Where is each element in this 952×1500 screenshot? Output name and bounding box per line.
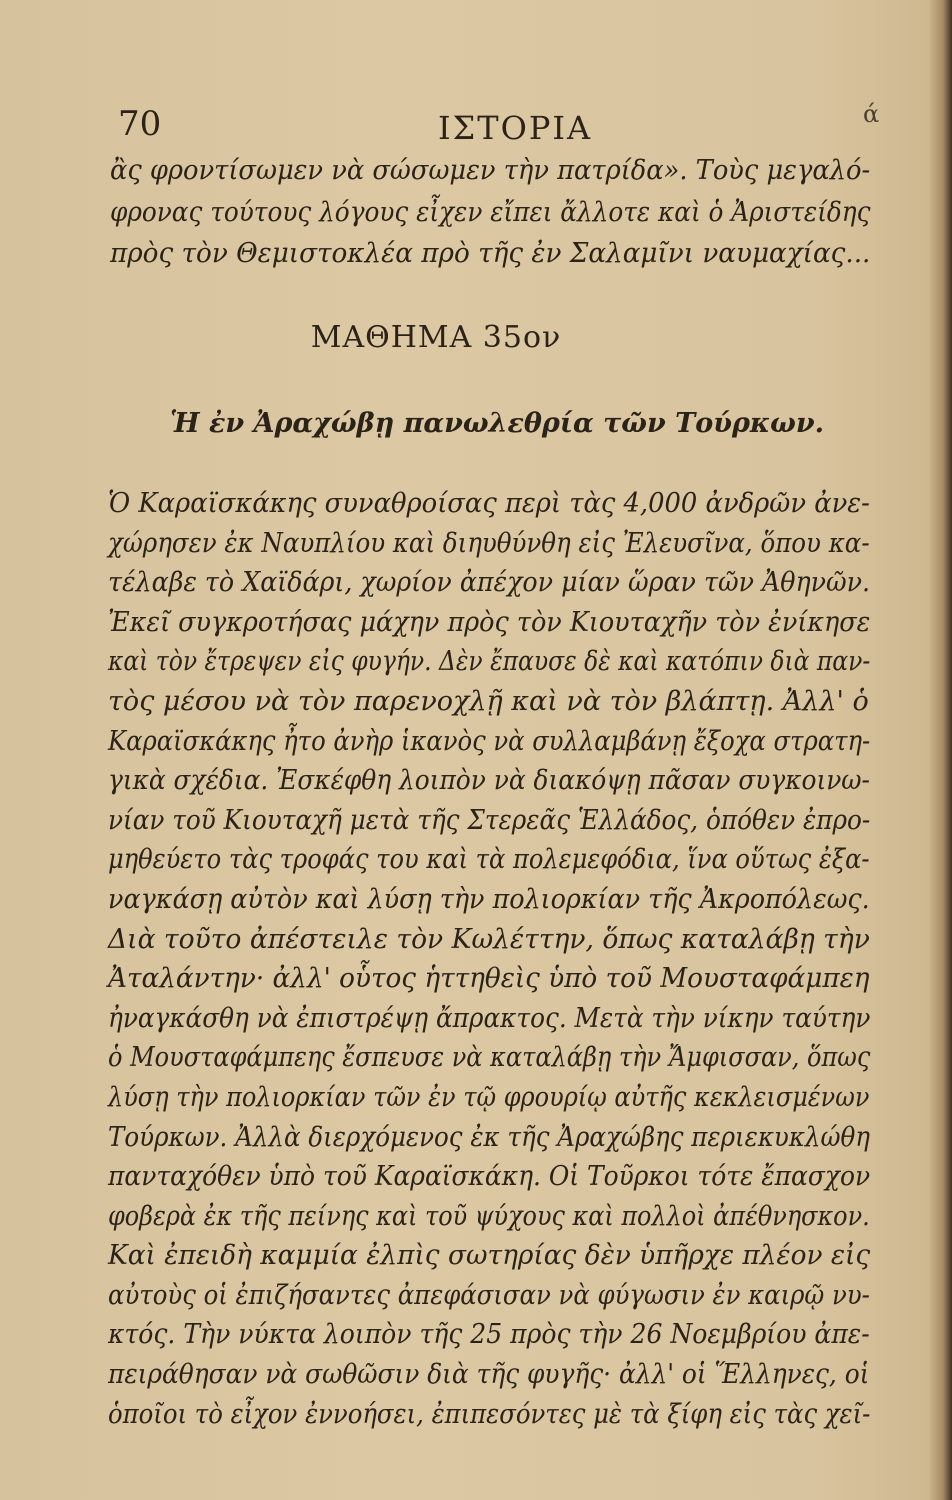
text-line: ναγκάσῃ αὐτὸν καὶ λύσῃ τὴν πολιορκίαν τῆς Ἀκροπόλεως.: [108, 883, 870, 915]
lesson-subtitle: Ἡ ἐν Ἀραχώβῃ πανωλεθρία τῶν Τούρκων.: [170, 408, 825, 439]
page-number: 70: [118, 104, 162, 144]
text-line: Ἐκεῖ συγκροτήσας μάχην πρὸς τὸν Κιουταχῆν τὸν ἐνίκησε: [108, 606, 871, 638]
text-line: τὸς μέσου νὰ τὸν παρενοχλῇ καὶ νὰ τὸν βλάπτῃ. Ἀλλ' ὁ: [108, 685, 869, 717]
text-line: ὁποῖοι τὸ εἶχον ἐννοήσει, ἐπιπεσόντες μὲ τὰ ξίφη εἰς τὰς χεῖ-: [108, 1398, 871, 1430]
lesson-title: ΜΑΘΗΜΑ 35ον: [310, 320, 562, 355]
text-line: πειράθησαν νὰ σωθῶσιν διὰ τῆς φυγῆς· ἀλλ' οἱ Ἕλληνες, οἱ: [108, 1359, 870, 1391]
text-line: λύσῃ τὴν πολιορκίαν τῶν ἐν τῷ φρουρίῳ αὐτῆς κεκλεισμένων: [108, 1081, 870, 1113]
text-line: ἠναγκάσθη νὰ ἐπιστρέψῃ ἄπρακτος. Μετὰ τὴν νίκην ταύτην: [108, 1002, 871, 1034]
corner-mark: ά: [863, 100, 880, 128]
text-line: ἂς φροντίσωμεν νὰ σώσωμεν τὴν πατρίδα». Τοὺς μεγαλό-: [110, 155, 871, 186]
page-header: [118, 100, 918, 148]
text-line: Διὰ τοῦτο ἀπέστειλε τὸν Κωλέττην, ὅπως καταλάβῃ τὴν: [108, 923, 870, 955]
text-line: κτός. Τὴν νύκτα λοιπὸν τῆς 25 πρὸς τὴν 26 Νοεμβρίου ἀπε-: [108, 1319, 870, 1351]
text-line: Ὁ Καραϊσκάκης συναθροίσας περὶ τὰς 4,000 ἀνδρῶν ἀνε-: [108, 488, 870, 519]
text-line: χώρησεν ἐκ Ναυπλίου καὶ διηυθύνθη εἰς Ἐλευσῖνα, ὅπου κα-: [108, 527, 870, 559]
text-line: πανταχόθεν ὑπὸ τοῦ Καραϊσκάκη. Οἱ Τοῦρκοι τότε ἔπασχον: [108, 1161, 871, 1193]
text-line: αὐτοὺς οἱ ἐπιζήσαντες ἀπεφάσισαν νὰ φύγωσιν ἐν καιρῷ νυ-: [108, 1279, 870, 1311]
text-line: Τούρκων. Ἀλλὰ διερχόμενος ἐκ τῆς Ἀραχώβης περιεκυκλώθη: [108, 1121, 870, 1153]
text-line: φρονας τούτους λόγους εἶχεν εἴπει ἄλλοτε καὶ ὁ Ἀριστείδης: [110, 196, 871, 228]
text-line: Καὶ ἐπειδὴ καμμία ἐλπὶς σωτηρίας δὲν ὑπῆρχε πλέον εἰς: [108, 1240, 871, 1272]
opening-paragraph: [110, 150, 870, 275]
text-line: ὁ Μουσταφάμπεης ἔσπευσε νὰ καταλάβῃ τὴν Ἄμφισσαν, ὅπως: [108, 1042, 871, 1074]
running-title: ΙΣΤΟΡΙΑ: [438, 109, 593, 147]
text-line: Καραϊσκάκης ἦτο ἀνὴρ ἱκανὸς νὰ συλλαμβάνῃ ἔξοχα στρατη-: [108, 725, 871, 757]
text-line: γικὰ σχέδια. Ἐσκέφθη λοιπὸν νὰ διακόψῃ πᾶσαν συγκοινω-: [108, 765, 870, 797]
body-paragraph: [108, 484, 870, 1434]
book-spine-shadow: [930, 0, 952, 1500]
text-line: πρὸς τὸν Θεμιστοκλέα πρὸ τῆς ἐν Σαλαμῖνι ναυμαχίας...: [110, 238, 871, 269]
text-line: μηθεύετο τὰς τροφάς του καὶ τὰ πολεμεφόδια, ἵνα οὕτως ἐξα-: [108, 844, 870, 876]
lesson-heading: [0, 318, 952, 358]
text-line: φοβερὰ ἐκ τῆς πείνης καὶ τοῦ ψύχους καὶ πολλοὶ ἀπέθνησκον.: [108, 1200, 870, 1232]
text-line: νίαν τοῦ Κιουταχῆ μετὰ τῆς Στερεᾶς Ἑλλάδος, ὁπόθεν ἐπρο-: [108, 804, 871, 836]
text-line: καὶ τὸν ἔτρεψεν εἰς φυγήν. Δὲν ἔπαυσε δὲ καὶ κατόπιν διὰ παν-: [108, 646, 871, 678]
text-line: Ἀταλάντην· ἀλλ' οὗτος ἡττηθεὶς ὑπὸ τοῦ Μουσταφάμπεη: [108, 963, 870, 995]
text-line: τέλαβε τὸ Χαϊδάρι, χωρίον ἀπέχον μίαν ὥραν τῶν Ἀθηνῶν.: [108, 567, 871, 599]
